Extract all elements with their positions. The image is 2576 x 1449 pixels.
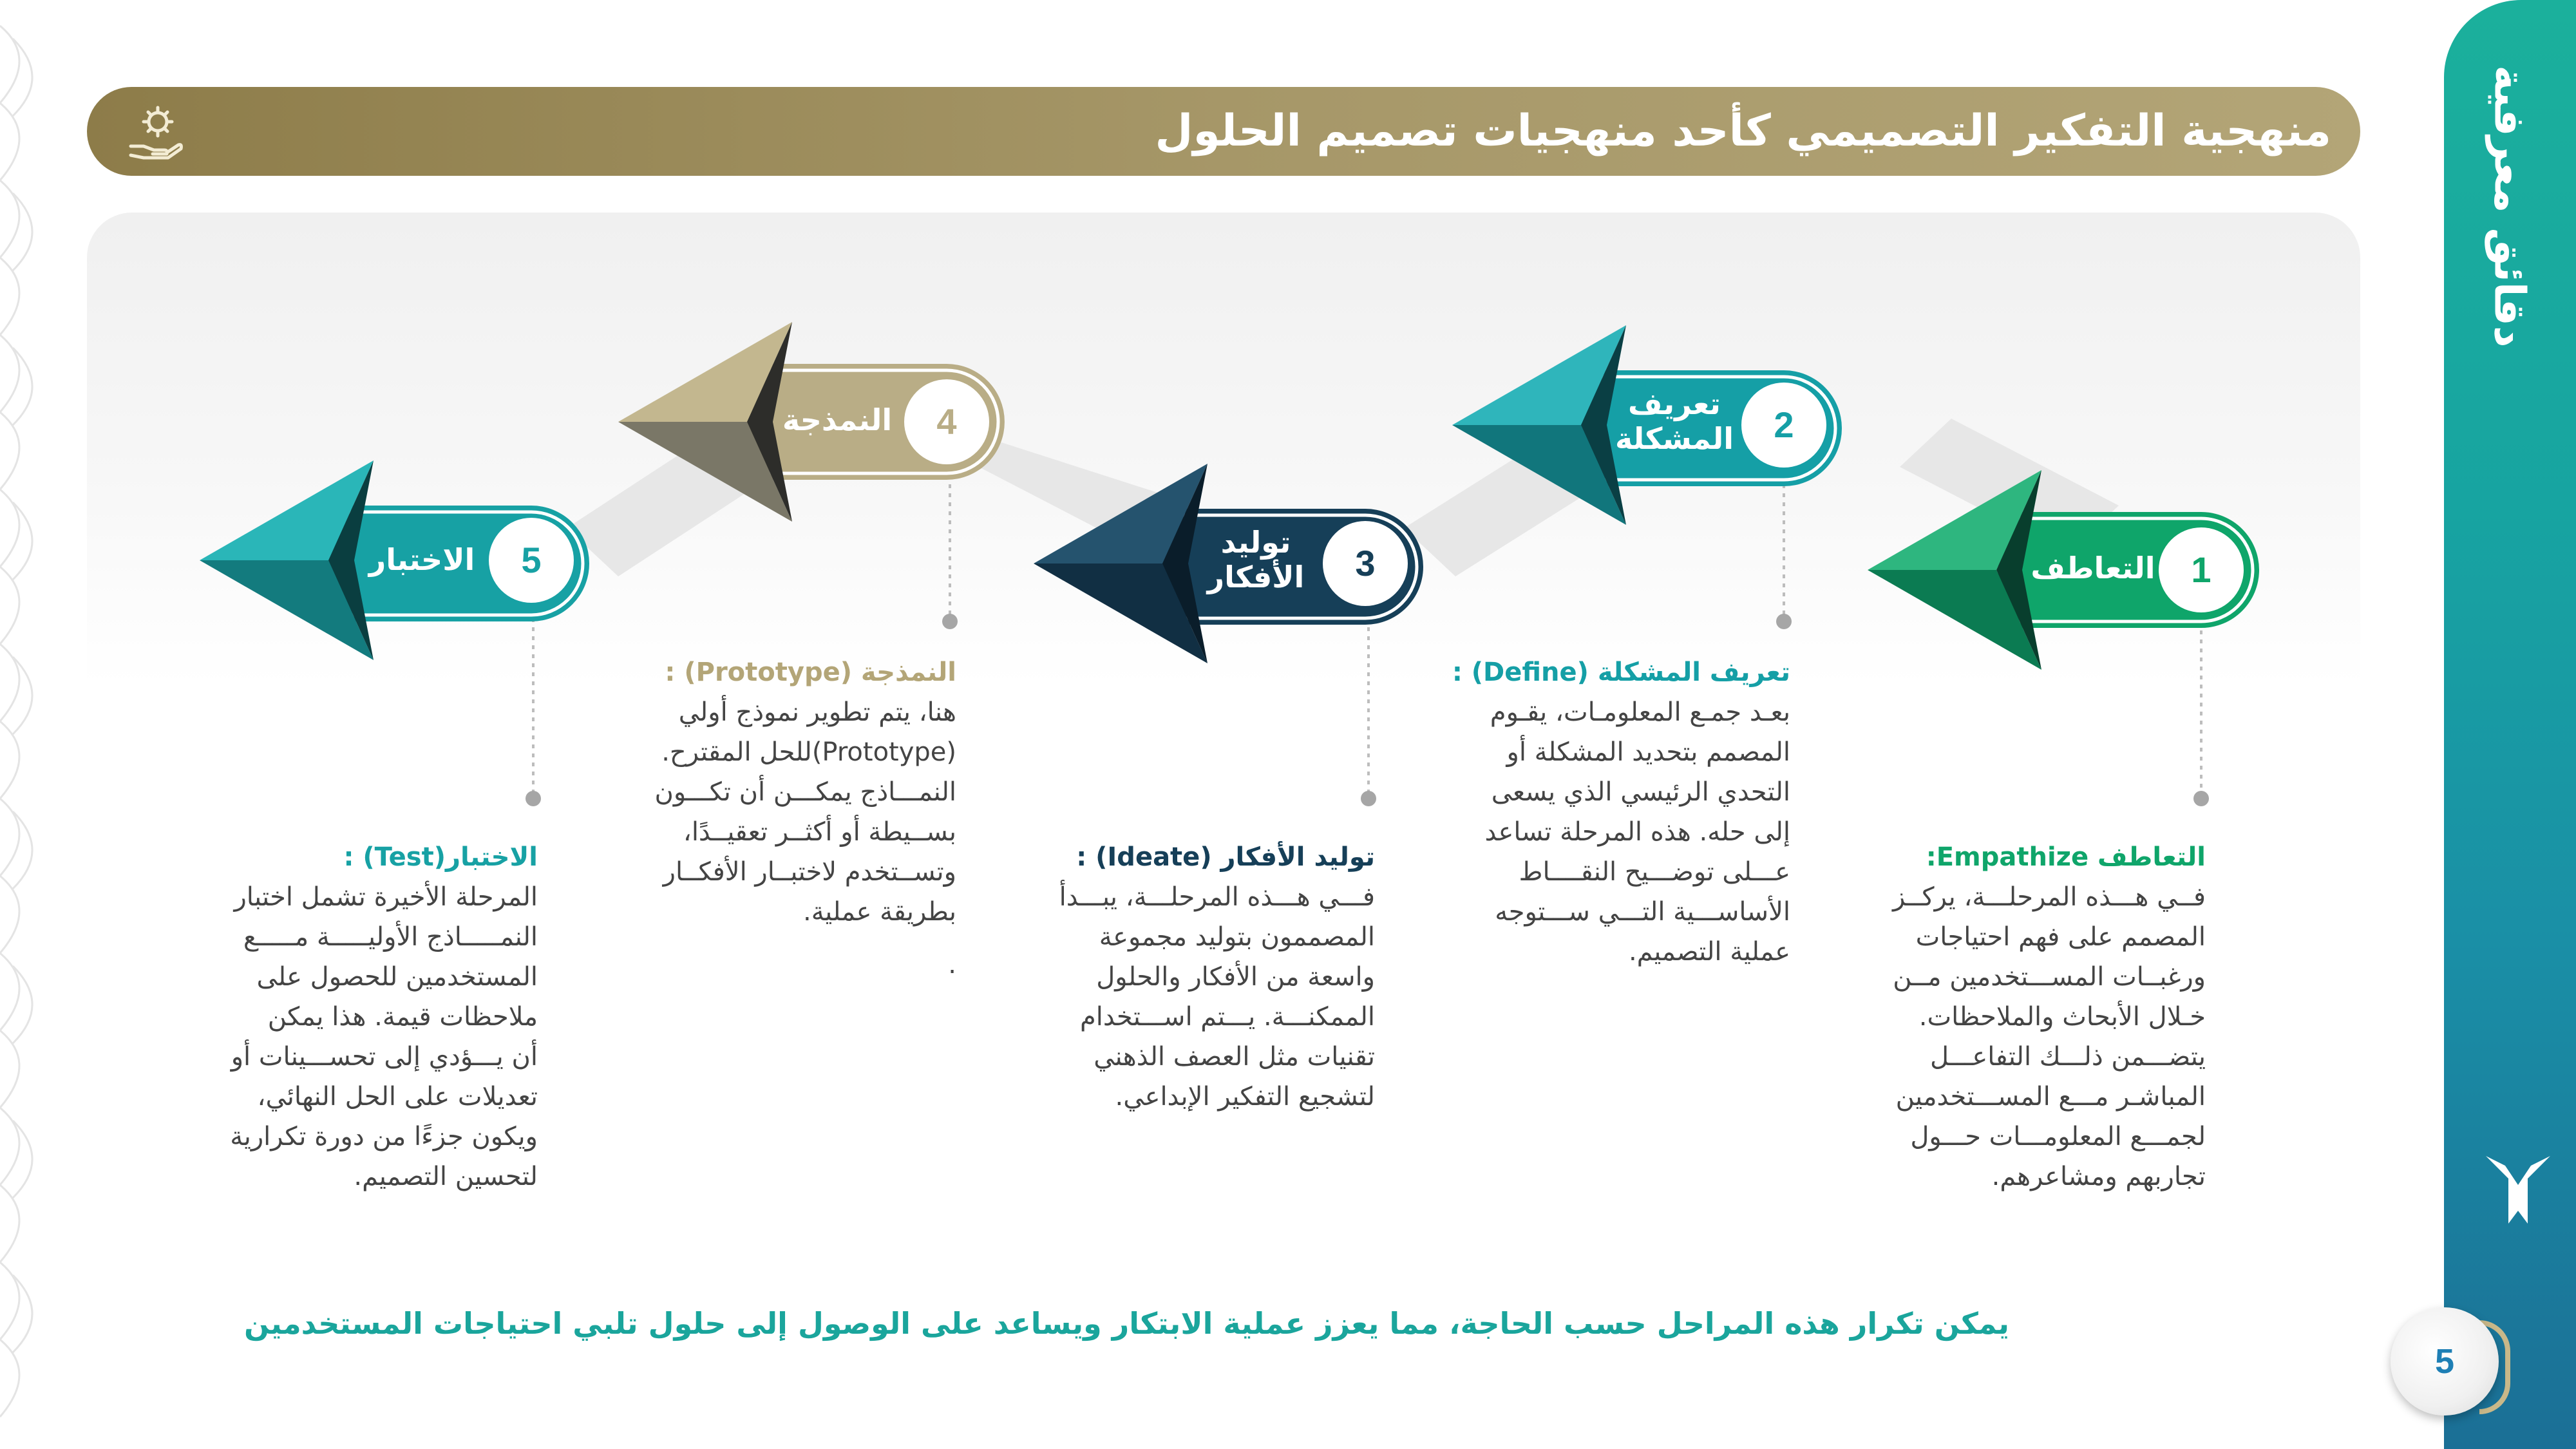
stage-4-number: 4 (936, 401, 957, 442)
page-title: منهجية التفكير التصميمي كأحد منهجيات تصميم الحلول (1155, 106, 2331, 156)
stage-4-label: النمذجة (782, 402, 893, 437)
stage-2-label: تعريف المشكلة (1615, 386, 1734, 456)
stage-1-description-title: التعاطف Empathize: (1926, 842, 2206, 872)
stage-5-number: 5 (521, 540, 542, 580)
stage-1-label: التعاطف (2031, 551, 2155, 585)
stage-3-number: 3 (1355, 543, 1376, 583)
stage-2-description: تعريف المشكلة (Define) : بعـد جمـع المعلومـات، يقـوم المصمم بتحديد المشكلة أو التحدي الرئيسي الذي يسعى إلى حله. هذه المرحلة تساعد عـــلى توضـــيح النقــــاط الأساســـية التـــي ســـتوجه عملية التصميم. (1443, 652, 1790, 972)
page-number: 5 (2434, 1342, 2455, 1381)
stage-5-description: الاختبار(Test) : المرحلة الأخيرة تشمل اختبار النمـــــاذج الأوليـــــة مـــــع المستخدمين للحصول على ملاحظات قيمة. هذا يمكن أن يـــؤدي إلى تحســـينات أو تعديلات على الحل النهائي، ويكون جزءًا من دورة تكرارية لتحسين التصميم. (187, 837, 538, 1197)
stage-4-description: النمذجة (Prototype) : هنا، يتم تطوير نموذج أولي (Prototype)للحل المقترح. النمـــاذج يمكـــن أن تكـــون بســيطة أو أكثــر تعقيــدًا، وتســتخدم لاختبــار الأفكــار بطريقة عملية. . (609, 652, 956, 985)
stage-2-description-title: تعريف المشكلة (Define) : (1452, 658, 1790, 687)
stage-2-number: 2 (1774, 404, 1794, 445)
stage-3-description: توليد الأفكار (Ideate) : فـــي هـــذه المرحلـــة، يبـــدأ المصممون بتوليد مجموعة واسعة من الأفكار والحلول الممكنـــة. يـــتم اســـتخدام تقنيات مثل العصف الذهني لتشجيع التفكير الإبداعي. (1024, 837, 1375, 1117)
stage-1-description: التعاطف Empathize: فــي هـــذه المرحلـــة، يركــز المصمم على فهم احتياجات ورغبــات المســـتخدمين مــن خـلال الأبحاث والملاحظات. يتضـــمن ذلـــك التفاعـــل المباشـر مـــع المســـتخدمين لجمـــع المعلومـــات حـــول تجاربهم ومشاعرهم. (1858, 837, 2206, 1197)
stage-5-label: الاختبار (368, 542, 475, 577)
stage-3-description-title: توليد الأفكار (Ideate) : (1076, 842, 1375, 872)
stage-5-description-title: الاختبار(Test) : (343, 842, 538, 872)
sidebar-title: دقائق معرفية (2485, 64, 2535, 348)
stage-1-number: 1 (2191, 549, 2211, 590)
footer-note: يمكن تكرار هذه المراحل حسب الحاجة، مما يعزز عملية الابتكار ويساعد على الوصول إلى حلول تلبي احتياجات المستخدمين (244, 1306, 2009, 1341)
stage-3-label: توليد الأفكار (1207, 525, 1305, 594)
stage-4-description-title: النمذجة (Prototype) : (665, 658, 956, 687)
